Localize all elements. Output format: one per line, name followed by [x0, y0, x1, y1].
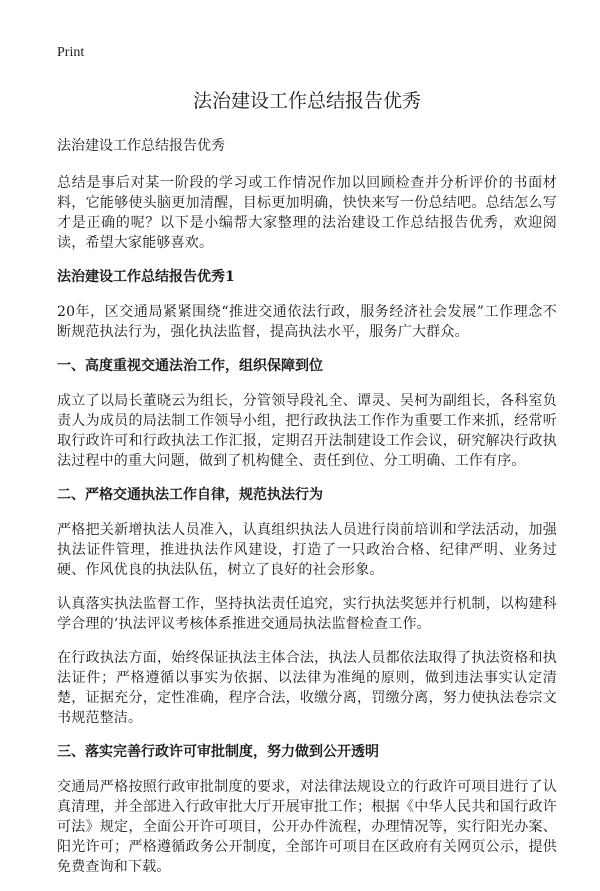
- section-2-paragraph-2: 认真落实执法监督工作，坚持执法责任追究，实行执法奖惩并行机制，以构建科学合理的‘执法评议考核体系推进交通局执法监督检查工作。: [57, 596, 557, 632]
- print-link[interactable]: Print: [57, 45, 85, 60]
- section-2-paragraph-3: 在行政执法方面，始终保证执法主体合法，执法人员都依法取得了执法资格和执法证件；严格遵循以事实为依据、以法律为准绳的原则，做到违法事实认定清楚，证据充分，定性准确，程序合法，收缴分离，罚缴分离，努力使执法卷宗文书规范整洁。: [57, 650, 557, 726]
- report-intro-paragraph: 20年，区交通局紧紧围绕“推进交通依法行政，服务经济社会发展”工作理念不断规范执法行为，强化执法监督，提高执法水平，服务广大群众。: [57, 304, 557, 340]
- document-page: [57, 38, 557, 891]
- section-1-paragraph-1: 成立了以局长董晓云为组长，分管领导段礼全、谭灵、吴柯为副组长，各科室负责人为成员的局法制工作领导小组，把行政执法工作作为重要工作来抓，经常听取行政许可和行政执法工作汇报，定期召开法制建设工作会议，研究解决行政执法过程中的重大问题，做到了机构健全、责任到位、分工明确、工作有序。: [57, 393, 557, 469]
- intro-paragraph: 总结是事后对某一阶段的学习或工作情况作加以回顾检查并分析评价的书面材料，它能够使头脑更加清醒，目标更加明确，快快来写一份总结吧。总结怎么写才是正确的呢？以下是小编帮大家整理的法治建设工作总结报告优秀，欢迎阅读，希望大家能够喜欢。: [57, 175, 557, 251]
- report-heading: 法治建设工作总结报告优秀1: [57, 269, 235, 285]
- section-2-paragraph-1: 严格把关新增执法人员准入，认真组织执法人员进行岗前培训和学法活动，加强执法证件管理，推进执法作风建设，打造了一只政治合格、纪律严明、业务过硬、作风优良的执法队伍，树立了良好的社会形象。: [57, 522, 557, 578]
- section-2-heading: 二、严格交通执法工作自律，规范执法行为: [57, 487, 323, 503]
- document-subtitle: 法治建设工作总结报告优秀: [57, 138, 225, 154]
- section-1-heading: 一、高度重视交通法治工作，组织保障到位: [57, 358, 323, 374]
- section-3-heading: 三、落实完善行政许可审批制度，努力做到公开透明: [57, 744, 379, 760]
- page-title: 法治建设工作总结报告优秀: [192, 90, 421, 112]
- section-3-paragraph-1: 交通局严格按照行政审批制度的要求，对法律法规设立的行政许可项目进行了认真清理，并全部进入行政审批大厅开展审批工作；根据《中华人民共和国行政许可法》规定，全面公开许可项目，公开办件流程，办理情况等，实行阳光办案、阳光许可；严格遵循政务公开制度，全部许可项目在区政府有关网页公示，提供免费查询和下载。: [57, 779, 557, 875]
